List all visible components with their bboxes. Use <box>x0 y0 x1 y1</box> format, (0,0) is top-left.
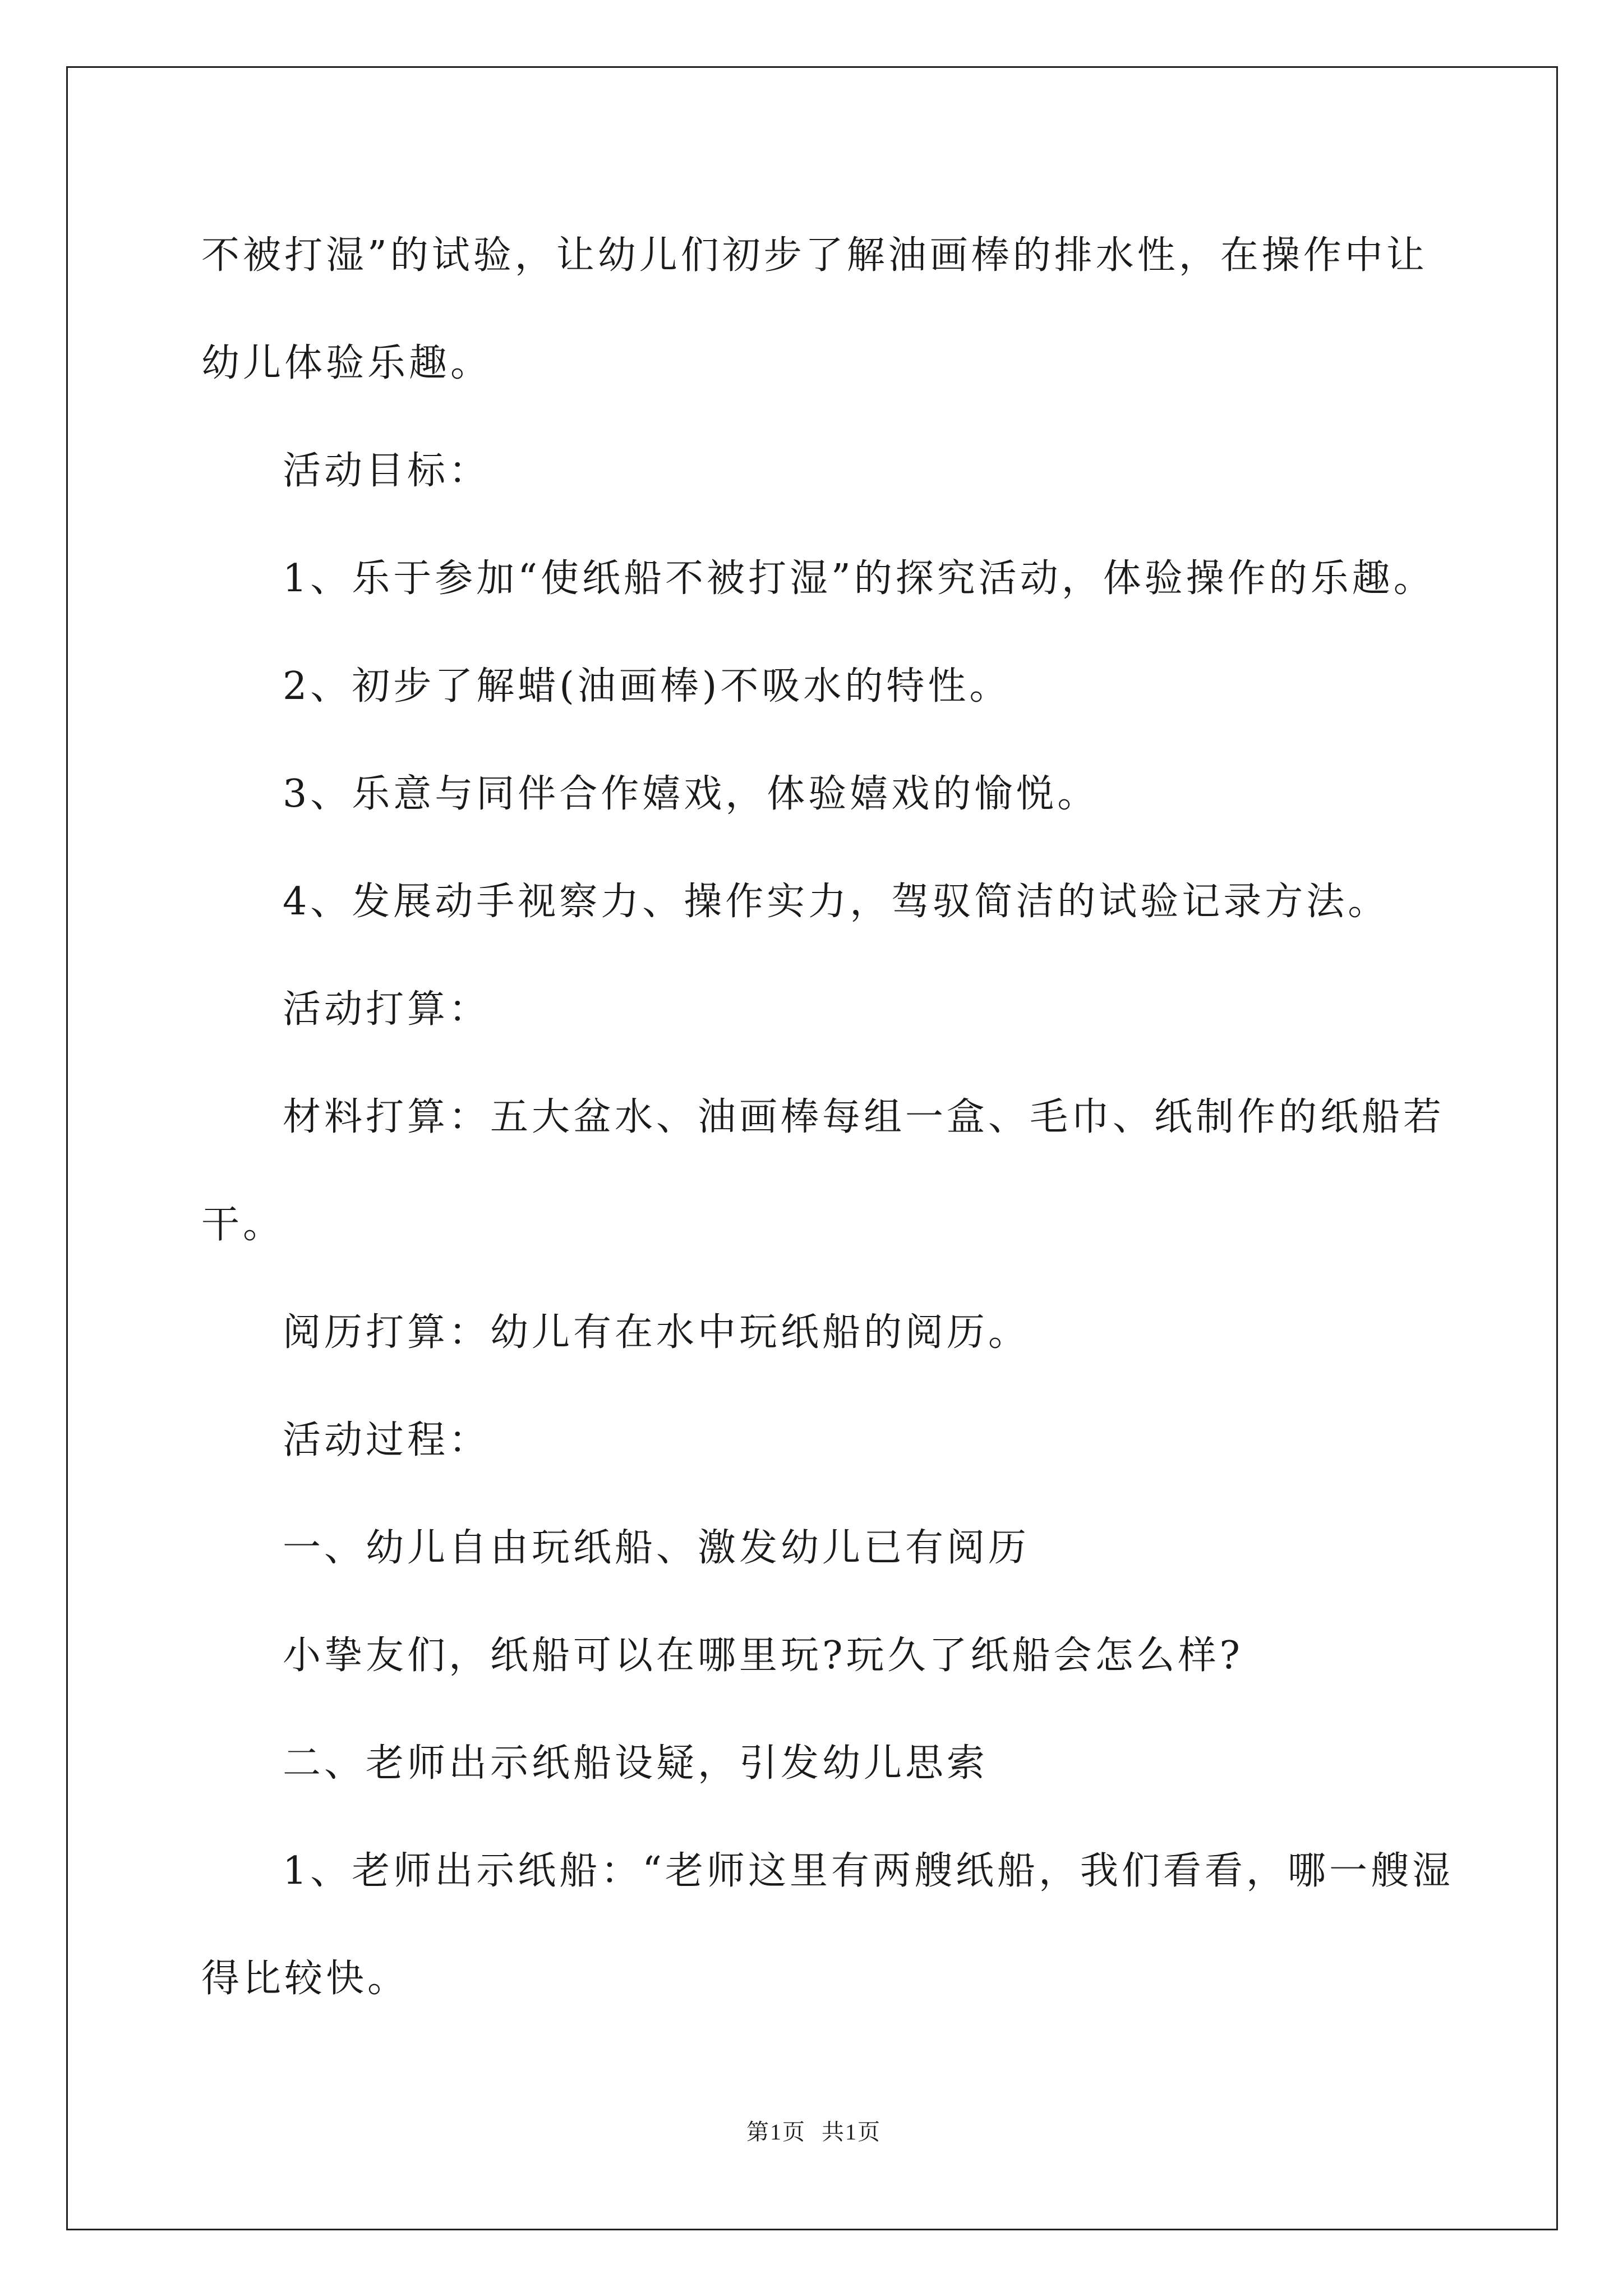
paragraph-line: 幼儿体验乐趣。 <box>201 341 492 385</box>
list-item: 1、乐于参加“使纸船不被打湿”的探究活动，体验操作的乐趣。 <box>283 556 1435 601</box>
page-footer <box>68 2118 1560 2146</box>
paragraph-line: 干。 <box>201 1203 285 1247</box>
section-heading: 活动过程： <box>283 1418 491 1462</box>
paragraph-line: 得比较快。 <box>201 1957 409 2001</box>
list-item: 3、乐意与同伴合作嬉戏，体验嬉戏的愉悦。 <box>283 772 1099 816</box>
list-item: 1、老师出示纸船：“老师这里有两艘纸船，我们看看，哪一艘湿 <box>283 1849 1454 1893</box>
page-total: 共1页 <box>822 2119 881 2145</box>
page-number: 第1页 <box>746 2119 806 2145</box>
paragraph-line: 阅历打算：幼儿有在水中玩纸船的阅历。 <box>283 1310 1030 1355</box>
list-item: 4、发展动手视察力、操作实力，驾驭简洁的试验记录方法。 <box>283 880 1390 924</box>
list-item: 2、初步了解蜡(油画棒)不吸水的特性。 <box>283 664 1011 708</box>
paragraph-line: 小挚友们，纸船可以在哪里玩?玩久了纸船会怎么样? <box>283 1634 1243 1678</box>
step-heading: 一、幼儿自由玩纸船、激发幼儿已有阅历 <box>283 1526 1030 1570</box>
section-heading: 活动打算： <box>283 987 491 1032</box>
page-frame <box>66 66 1558 2230</box>
step-heading: 二、老师出示纸船设疑，引发幼儿思索 <box>283 1741 989 1786</box>
paragraph-line: 材料打算：五大盆水、油画棒每组一盒、毛巾、纸制作的纸船若 <box>283 1095 1445 1139</box>
paragraph-line: 不被打湿”的试验，让幼儿们初步了解油画棒的排水性，在操作中让 <box>201 233 1428 278</box>
section-heading: 活动目标： <box>283 449 491 493</box>
